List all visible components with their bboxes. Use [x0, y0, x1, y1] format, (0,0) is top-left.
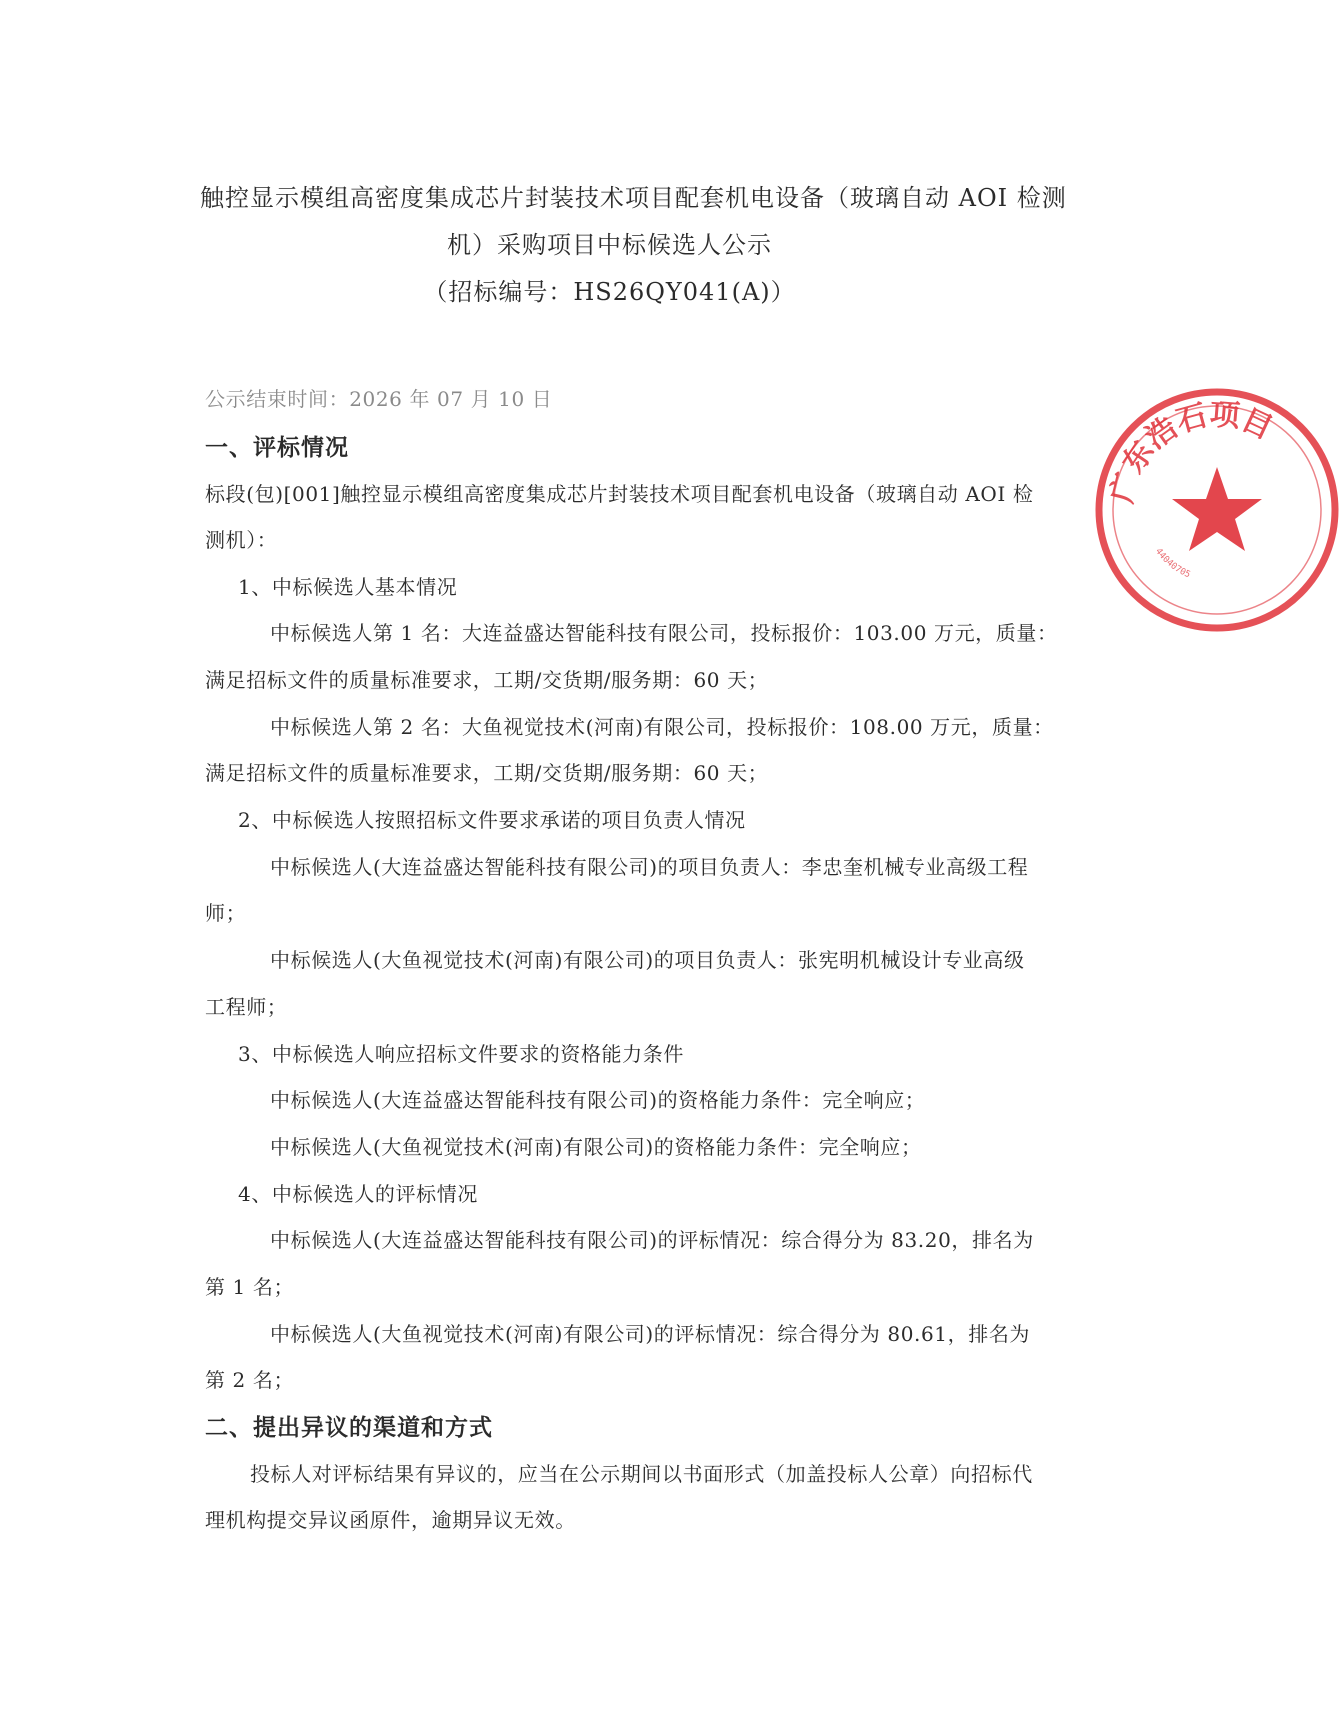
title-line-1: 触控显示模组高密度集成芯片封装技术项目配套机电设备（玻璃自动 AOI 检测	[200, 184, 1067, 212]
candidate-2-manager-line-2: 工程师；	[205, 995, 288, 1019]
candidate-1-basic-line-1: 中标候选人第 1 名：大连益盛达智能科技有限公司，投标报价：103.00 万元，质量：	[270, 621, 1058, 645]
objection-line-1: 投标人对评标结果有异议的，应当在公示期间以书面形式（加盖投标人公章）向招标代	[250, 1462, 1033, 1486]
official-seal-stamp	[1092, 385, 1342, 635]
lot-line-2: 测机）：	[205, 528, 278, 552]
candidate-1-manager-line-2: 师；	[205, 901, 247, 925]
seal-number: 44040705	[1152, 546, 1192, 581]
candidate-2-basic-line-1: 中标候选人第 2 名：大鱼视觉技术(河南)有限公司，投标报价：108.00 万元，质量：	[270, 715, 1054, 739]
candidate-2-score-line-2: 第 2 名；	[205, 1368, 295, 1392]
subsection-3-title: 3、中标候选人响应招标文件要求的资格能力条件	[238, 1042, 684, 1066]
notice-end-time: 公示结束时间：2026 年 07 月 10 日	[205, 387, 553, 411]
section-1-heading: 一、评标情况	[205, 435, 349, 461]
seal-star-icon	[1172, 467, 1262, 551]
candidate-1-score-line-1: 中标候选人(大连益盛达智能科技有限公司)的评标情况：综合得分为 83.20，排名为	[270, 1228, 1034, 1252]
seal-text: 广东浩石项目	[1104, 397, 1278, 507]
section-2-heading: 二、提出异议的渠道和方式	[205, 1415, 493, 1441]
candidate-2-manager-line-1: 中标候选人(大鱼视觉技术(河南)有限公司)的项目负责人：张宪明机械设计专业高级	[270, 948, 1025, 972]
candidate-2-score-line-1: 中标候选人(大鱼视觉技术(河南)有限公司)的评标情况：综合得分为 80.61，排名为	[270, 1322, 1031, 1346]
title-line-2: 机）采购项目中标候选人公示	[447, 231, 772, 259]
candidate-1-manager-line-1: 中标候选人(大连益盛达智能科技有限公司)的项目负责人：李忠奎机械专业高级工程	[270, 855, 1029, 879]
candidate-1-basic-line-2: 满足招标文件的质量标准要求，工期/交货期/服务期：60 天；	[205, 668, 769, 692]
objection-line-2: 理机构提交异议函原件，逾期异议无效。	[205, 1508, 576, 1532]
candidate-1-score-line-2: 第 1 名；	[205, 1275, 295, 1299]
candidate-2-qualification: 中标候选人(大鱼视觉技术(河南)有限公司)的资格能力条件：完全响应；	[270, 1135, 922, 1159]
lot-line-1: 标段(包)[001]触控显示模组高密度集成芯片封装技术项目配套机电设备（玻璃自动 AOI 检	[205, 482, 1034, 506]
subsection-1-title: 1、中标候选人基本情况	[238, 575, 458, 599]
subsection-2-title: 2、中标候选人按照招标文件要求承诺的项目负责人情况	[238, 808, 746, 832]
subsection-4-title: 4、中标候选人的评标情况	[238, 1182, 478, 1206]
candidate-2-basic-line-2: 满足招标文件的质量标准要求，工期/交货期/服务期：60 天；	[205, 761, 769, 785]
candidate-1-qualification: 中标候选人(大连益盛达智能科技有限公司)的资格能力条件：完全响应；	[270, 1088, 926, 1112]
title-line-3: （招标编号：HS26QY041(A)）	[423, 278, 796, 306]
